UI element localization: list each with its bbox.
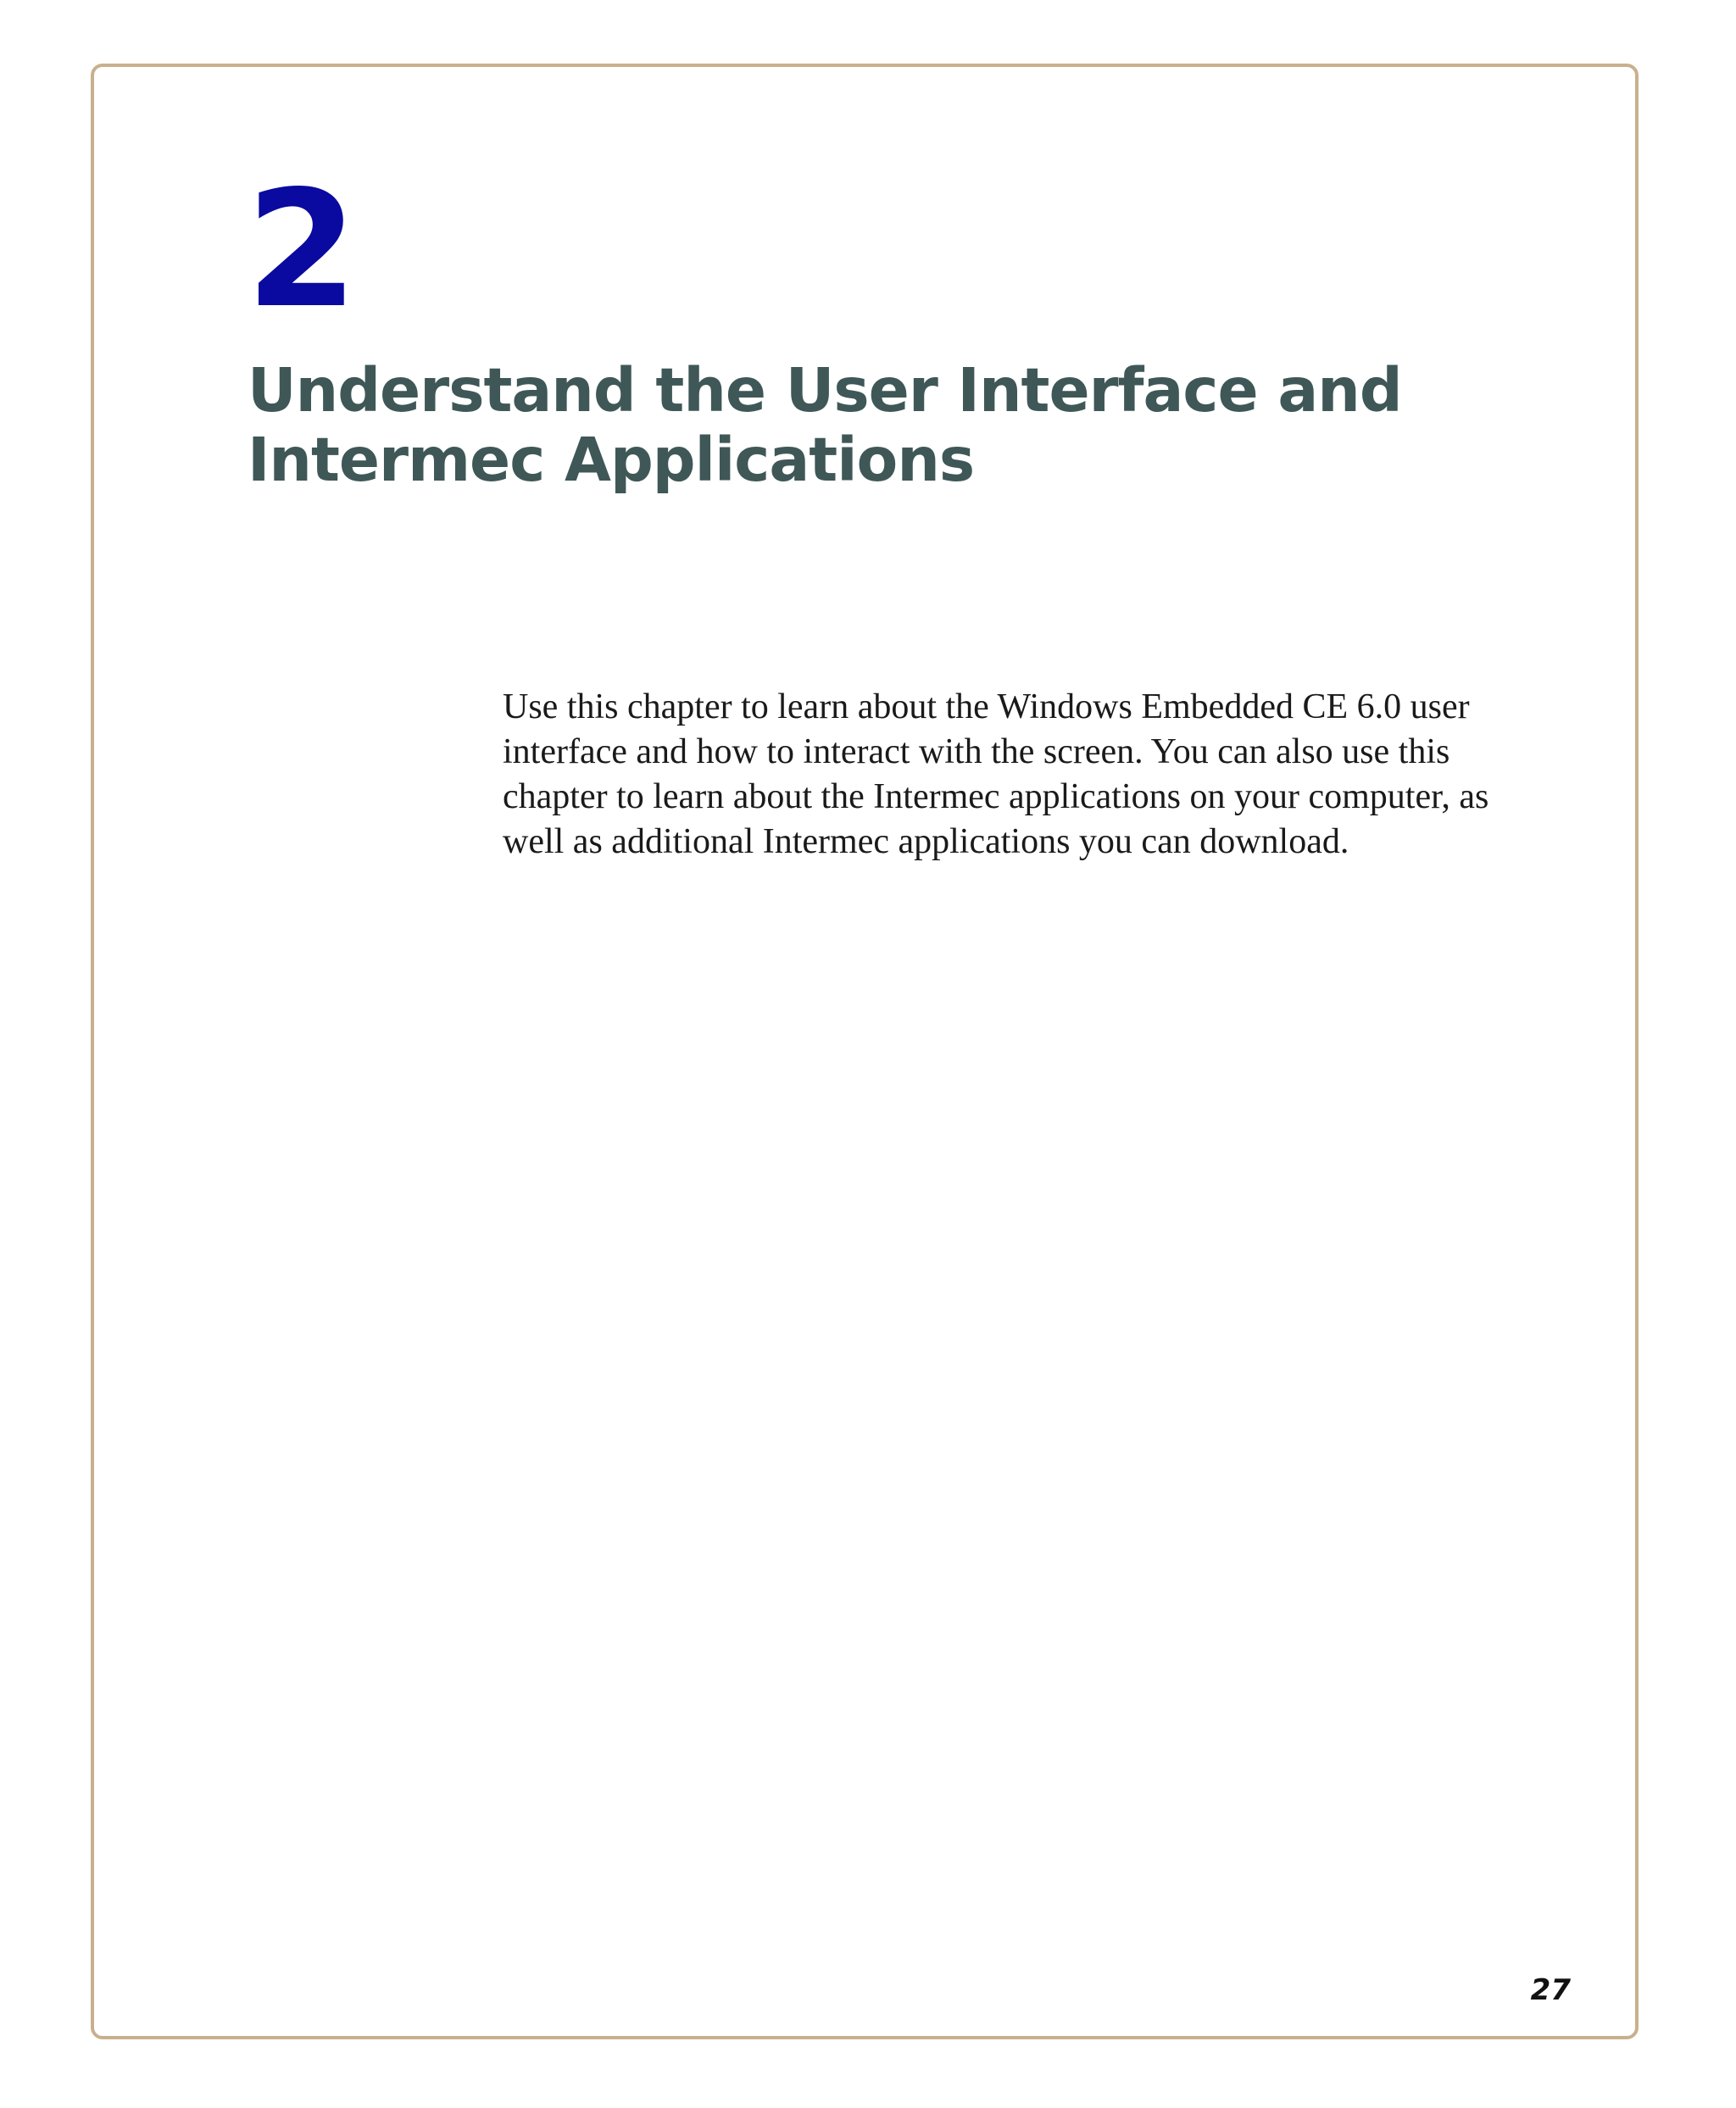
chapter-intro-paragraph: Use this chapter to learn about the Windows Embedded CE 6.0 user interface and how to interact with the screen. You can also use this chapter to learn about the Intermec applications on your computer, as well as additional Intermec applications you can download. <box>503 687 1489 861</box>
chapter-number: 2 <box>246 156 355 343</box>
page-number: 27 <box>1530 1973 1571 2007</box>
chapter-title: Understand the User Interface and Intermec Applications <box>248 355 1402 495</box>
